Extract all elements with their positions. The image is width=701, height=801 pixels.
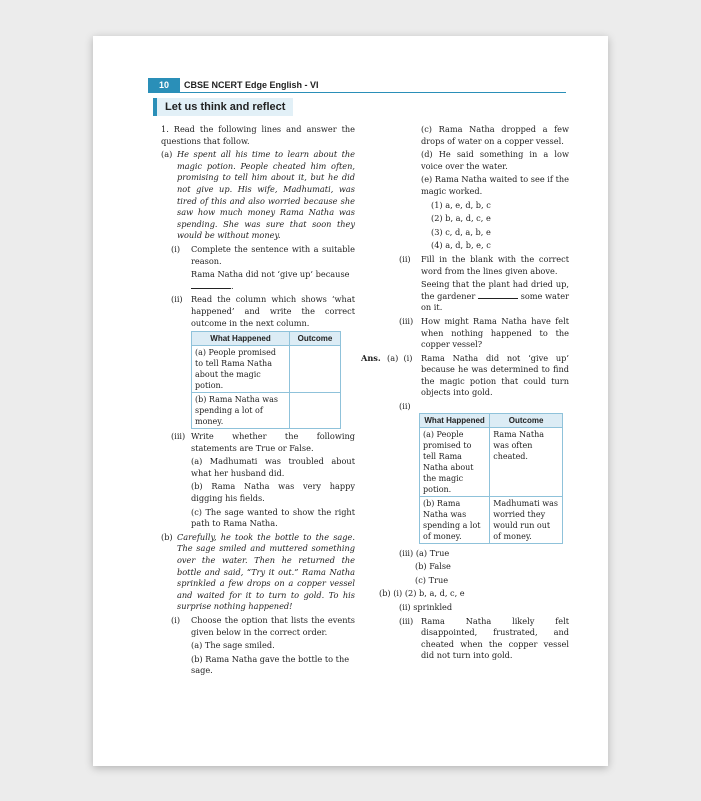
answer-blank[interactable] bbox=[478, 298, 518, 299]
ans-b-i: (b) (i) (2) b, a, d, c, e bbox=[379, 588, 465, 599]
q1b-iii-label: (iii) bbox=[399, 315, 414, 326]
table-cell: (b) Rama Natha was spending a lot of money. bbox=[192, 393, 290, 429]
q1b-ii-text: Fill in the blank with the correct word from the lines given above. bbox=[421, 253, 569, 276]
table-header: Outcome bbox=[490, 413, 563, 427]
q1a-ii-text: Read the column which shows ‘what happened’ and write the correct outcome in the next column. bbox=[191, 294, 355, 328]
event: (b) Rama Natha gave the bottle to the sage. bbox=[191, 653, 350, 676]
ans-b-iii-text: Rama Natha likely felt disappointed, frustrated, and cheated when the copper vessel did not turn into gold. bbox=[421, 615, 569, 661]
table-header: What Happened bbox=[420, 413, 490, 427]
answer-line: (b) False bbox=[415, 561, 451, 572]
answer-blank[interactable] bbox=[191, 288, 231, 289]
q1b-passage: Carefully, he took the bottle to the sage. The sage smiled and muttered something over the water. Then he returned the bottle and said, “Try it out.” Rama Natha sprinkled a few drops on a copper vessel and waited for it to turn to gold. To his surprise nothing happened! bbox=[177, 531, 355, 612]
table-row bbox=[420, 496, 563, 543]
table-cell: (a) People promised to tell Rama Natha about the magic potion. bbox=[192, 346, 290, 393]
ans-label: Ans. bbox=[361, 352, 381, 363]
outcome-cell[interactable] bbox=[290, 393, 341, 429]
q1b-iii bbox=[361, 316, 569, 353]
q1a-iii bbox=[161, 431, 355, 532]
table-header: Outcome bbox=[290, 332, 341, 346]
q1a-i bbox=[161, 244, 355, 294]
right-column bbox=[361, 124, 569, 664]
q1b-i-text: Choose the option that lists the events given below in the correct order. bbox=[191, 615, 355, 637]
table-cell: Rama Natha was often cheated. bbox=[490, 427, 563, 496]
ans-b-ii: (ii) sprinkled bbox=[399, 602, 453, 613]
q1a-passage: He spent all his time to learn about the magic potion. People cheated him often, promising to tell him about it, but he did not give up. His wife, Madhumati, was tired of this and also worried because she saw how much money Rama Natha was spending. She was sure that soon they would be without money. bbox=[177, 149, 355, 241]
ans-a-ii-label: (ii) bbox=[399, 401, 411, 412]
section-title: Let us think and reflect bbox=[153, 98, 293, 116]
answer-line: (c) True bbox=[415, 574, 449, 585]
option: (1) a, e, d, b, c bbox=[431, 199, 491, 210]
statement: (b) Rama Natha was very happy digging his fields. bbox=[191, 481, 355, 504]
ans-a-iii bbox=[361, 548, 569, 587]
q1b-label: (b) bbox=[161, 531, 173, 542]
table-cell: (a) People promised to tell Rama Natha about the magic potion. bbox=[420, 427, 490, 496]
q1b-iii-text: How might Rama Natha have felt when nothing happened to the copper vessel? bbox=[421, 315, 569, 350]
ans-b-iii-label: (iii) bbox=[399, 615, 414, 626]
ans-b-iii bbox=[361, 616, 569, 664]
ans-a-i-text: Rama Natha did not ‘give up’ because he was determined to find the magic potion that could turn objects into gold. bbox=[421, 352, 569, 398]
q1b-ii-label: (ii) bbox=[399, 253, 411, 264]
question-table bbox=[191, 331, 341, 429]
page-header bbox=[148, 78, 566, 93]
q1b-ii bbox=[361, 254, 569, 316]
q1a-ii-label: (ii) bbox=[171, 294, 183, 305]
ans-a-i bbox=[361, 353, 569, 401]
q1b-i-cont bbox=[361, 124, 569, 252]
q1a bbox=[161, 149, 355, 244]
event: (e) Rama Natha waited to see if the magic worked. bbox=[421, 174, 569, 196]
q1b bbox=[161, 532, 355, 615]
table-row bbox=[192, 346, 341, 393]
event: (d) He said something in a low voice over the water. bbox=[421, 149, 569, 171]
option: (4) a, d, b, e, c bbox=[431, 240, 491, 251]
table-cell: Madhumati was worried they would run out of money. bbox=[490, 496, 563, 543]
event: (a) The sage smiled. bbox=[191, 640, 275, 651]
ans-a-i-label: (a) (i) bbox=[387, 352, 413, 363]
q1a-ii bbox=[161, 294, 355, 429]
q1a-label: (a) bbox=[161, 149, 173, 160]
left-column bbox=[161, 124, 355, 679]
page-number: 10 bbox=[148, 78, 180, 92]
q1a-i-label: (i) bbox=[171, 243, 181, 254]
table-header: What Happened bbox=[192, 332, 290, 346]
answer-line: (iii) (a) True bbox=[399, 547, 450, 558]
answer-table bbox=[419, 413, 563, 544]
q1b-ii-sentence: Seeing that the plant had dried up, the gardener some water on it. bbox=[421, 279, 569, 313]
q1b-i bbox=[161, 615, 355, 679]
q1-intro: 1. Read the following lines and answer the questions that follow. bbox=[161, 124, 355, 146]
table-cell: (b) Rama Natha was spending a lot of money. bbox=[420, 496, 490, 543]
event: (c) Rama Natha dropped a few drops of water on a copper vessel. bbox=[421, 124, 569, 146]
table-row bbox=[192, 393, 341, 429]
outcome-cell[interactable] bbox=[290, 346, 341, 393]
q1a-iii-text: Write whether the following statements are True or False. bbox=[191, 431, 355, 453]
option: (2) b, a, d, c, e bbox=[431, 213, 491, 224]
table-row bbox=[420, 427, 563, 496]
book-page bbox=[93, 36, 608, 766]
q1a-iii-label: (iii) bbox=[171, 431, 186, 442]
statement: (a) Madhumati was troubled about what her husband did. bbox=[191, 456, 355, 478]
option: (3) c, d, a, b, e bbox=[431, 226, 491, 237]
statement: (c) The sage wanted to show the right path to Rama Natha. bbox=[191, 506, 355, 529]
book-title: CBSE NCERT Edge English - VI bbox=[184, 80, 319, 90]
q1a-i-sentence: Rama Natha did not ‘give up’ because . bbox=[191, 269, 350, 291]
q1b-i-label: (i) bbox=[171, 615, 181, 625]
q1a-i-text: Complete the sentence with a suitable reason. bbox=[191, 243, 355, 266]
